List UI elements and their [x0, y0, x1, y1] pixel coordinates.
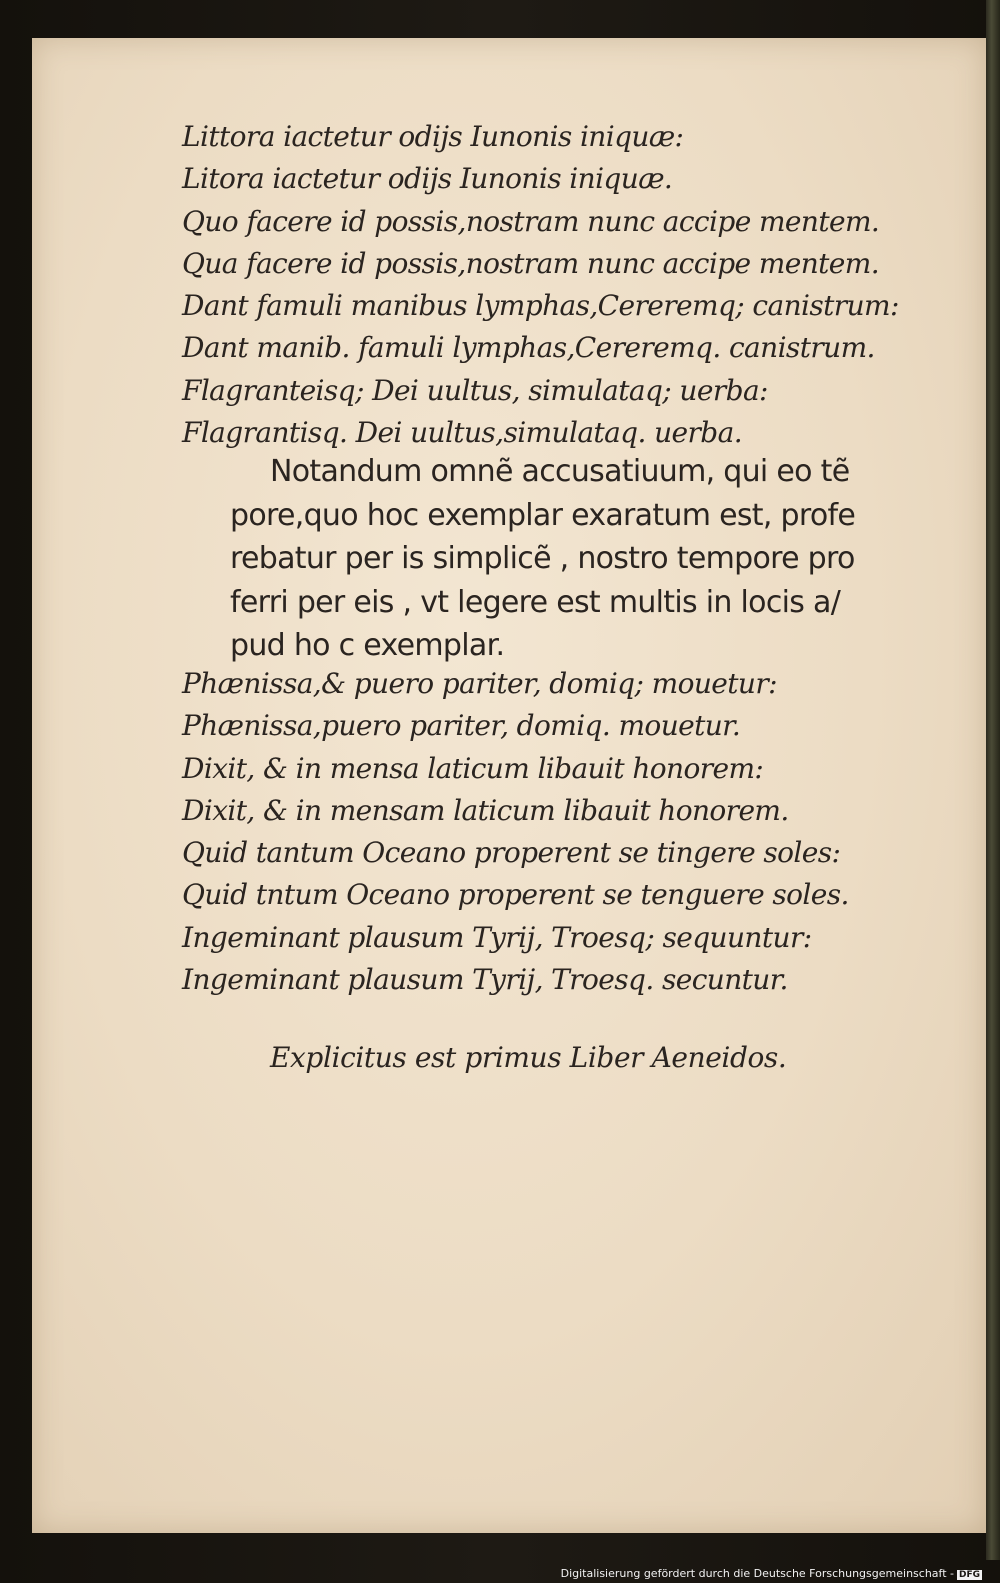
verse-line: Quid tntum Oceano properent se tenguere soles.: [182, 878, 849, 912]
note-line: rebatur per is simplicẽ , nostro tempore pro: [230, 541, 855, 576]
verse-line: Phænissa,& puero pariter, domiq; mouetur:: [182, 667, 777, 700]
verse-line: Ingeminant plausum Tyrij, Troesq; sequuntur:: [182, 920, 812, 954]
explicit-line: Explicitus est primus Liber Aeneidos.: [270, 1041, 787, 1074]
credit-text: Digitalisierung gefördert durch die Deutsche Forschungsgemeinschaft -: [560, 1567, 954, 1580]
verse-line: Dixit, & in mensam laticum libauit honorem.: [182, 793, 789, 827]
verse-line: Ingeminant plausum Tyrij, Troesq. secuntur.: [182, 963, 788, 997]
verse-line: Qua facere id possis,nostram nunc accipe mentem.: [182, 246, 880, 280]
verse-line: Dant famuli manibus lymphas,Cereremq; canistrum:: [182, 289, 899, 323]
book-edge: [986, 0, 1000, 1560]
verse-block-top: [182, 116, 952, 454]
verse-line: Quid tantum Oceano properent se tingere soles:: [182, 836, 841, 870]
book-page: [32, 38, 986, 1533]
verse-line: Littora iactetur odijs Iunonis iniquæ:: [182, 120, 684, 153]
commentary-note: [230, 450, 950, 668]
verse-line: Quo facere id possis,nostram nunc accipe mentem.: [182, 204, 880, 238]
note-line: ferri per eis , vt legere est multis in locis a/: [230, 584, 841, 620]
verse-line: Flagranteisq; Dei uultus, simulataq; uerba:: [182, 373, 768, 407]
digitization-credit: [561, 1567, 982, 1580]
verse-line: Flagrantisq. Dei uultus,simulataq. uerba.: [182, 416, 742, 450]
note-line: pud ho c exemplar.: [230, 628, 505, 663]
verse-line: Phænissa,puero pariter, domiq. mouetur.: [182, 709, 741, 743]
verse-line: Dant manib. famuli lymphas,Cereremq. canistrum.: [182, 331, 875, 365]
dfg-logo: DFG: [958, 1570, 980, 1580]
note-line: Notandum omnẽ accusatiuum, qui eo tẽ: [270, 454, 850, 489]
verse-block-bottom: [182, 663, 952, 1001]
note-line: pore,quo hoc exemplar exaratum est, profe: [230, 497, 856, 533]
verse-line: Litora iactetur odijs Iunonis iniquæ.: [182, 162, 673, 196]
verse-line: Dixit, & in mensa laticum libauit honorem:: [182, 751, 764, 785]
